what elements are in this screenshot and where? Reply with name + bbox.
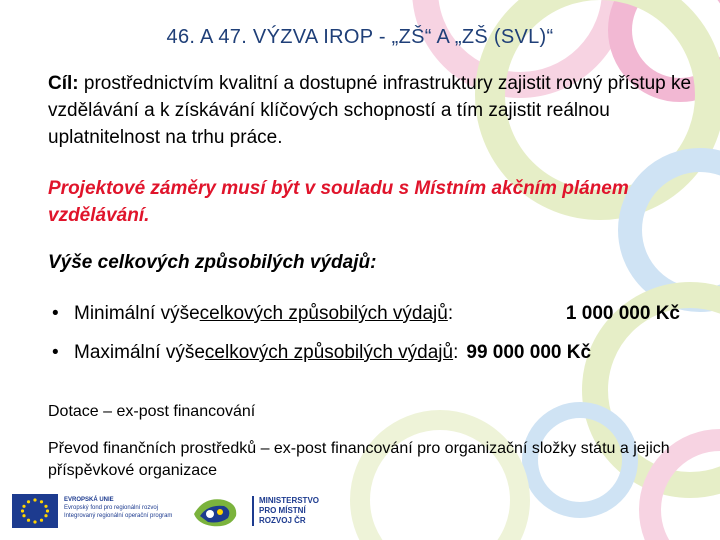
bullet-suffix: :	[453, 342, 459, 363]
bullet-underlined: celkových způsobilých výdajů	[199, 303, 448, 324]
transfer-text: Převod finančních prostředků – ex-post financování pro organizační složky státu a jejich příspěvkové organizace	[48, 440, 670, 479]
bullet-amount: 1 000 000 Kč	[565, 303, 680, 324]
ministry-line-2: PRO MÍSTNÍ	[259, 506, 306, 515]
eu-line-2: Evropský fond pro regionální rozvoj	[64, 505, 159, 511]
ministry-line-1: MINISTERSTVO	[259, 496, 320, 505]
eu-line-1: EVROPSKÁ UNIE	[64, 497, 114, 503]
bullet-maximum	[52, 342, 692, 364]
expenses-heading: Výše celkových způsobilých výdajů:	[48, 252, 377, 273]
goal-paragraph	[48, 70, 698, 151]
bullet-prefix: Minimální výše	[74, 303, 200, 324]
ministry-line-3: ROZVOJ ČR	[259, 516, 306, 525]
subsidy-text: Dotace – ex-post financování	[48, 403, 256, 420]
bullet-icon: •	[52, 342, 59, 363]
bullet-underlined: celkových způsobilých výdajů	[204, 342, 454, 363]
bullet-suffix: :	[447, 303, 454, 324]
ministry-caption	[252, 496, 319, 526]
eu-line-3: Integrovaný regionální operační program	[64, 513, 173, 519]
eu-caption	[64, 496, 184, 520]
eu-flag-icon	[12, 494, 58, 528]
bullet-icon: •	[52, 303, 59, 324]
bullet-prefix: Maximální výše	[74, 342, 205, 363]
goal-text: prostřednictvím kvalitní a dostupné infrastruktury zajistit rovný přístup ke vzdělávání a k získávání klíčových schopností a tím zajistit reálnou uplatnitelnost na trhu práce.	[48, 73, 692, 148]
goal-label: Cíl:	[48, 73, 79, 94]
slide-title: 46. A 47. VÝZVA IROP - „ZŠ“ A „ZŠ (SVL)“	[166, 26, 554, 48]
bullet-minimum	[52, 303, 692, 325]
project-alignment-note: Projektové záměry musí být v souladu s Místním akčním plánem vzdělávání.	[48, 178, 629, 226]
ministry-logo-icon	[190, 492, 242, 532]
bullet-amount: 99 000 000 Kč	[466, 342, 592, 363]
footer-logos	[0, 490, 720, 540]
